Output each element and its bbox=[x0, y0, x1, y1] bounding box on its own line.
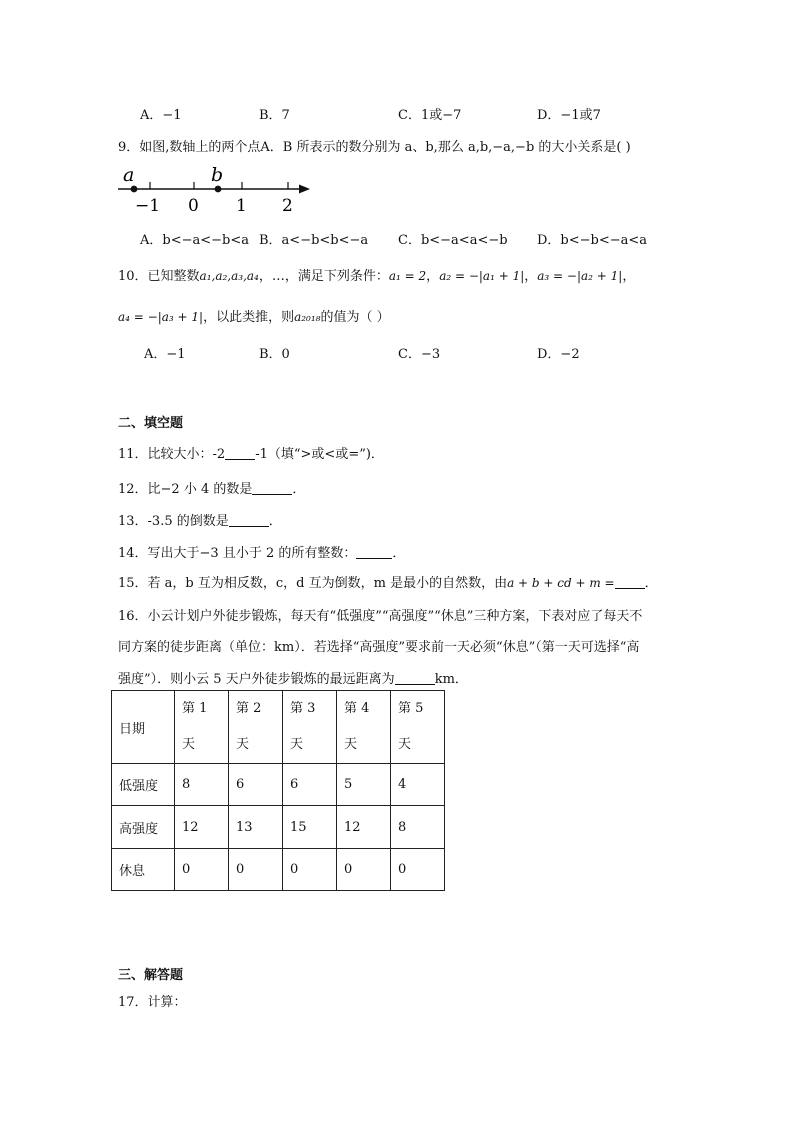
table-corner-cell: 日期 bbox=[112, 691, 175, 764]
q17-text: 17．计算： bbox=[118, 995, 187, 1010]
q14 bbox=[118, 542, 405, 561]
row-label-high: 高强度 bbox=[112, 806, 175, 849]
q12-before: 12．比−2 小 4 的数是 bbox=[118, 482, 253, 497]
point-b-label: b bbox=[211, 164, 224, 186]
q10-target: a₂₀₁₈ bbox=[294, 310, 321, 324]
table-cell: 8 bbox=[175, 764, 229, 806]
q10-option-a: A．−1 bbox=[144, 347, 186, 362]
q9-text: 9．如图,数轴上的两个点A．B 所表示的数分别为 a、b,那么 a,b,−a,−b 的大小关系是( ) bbox=[118, 140, 631, 155]
q14-blank[interactable] bbox=[356, 546, 392, 559]
day-3-line2: 天 bbox=[290, 737, 304, 752]
day-2-line2: 天 bbox=[236, 737, 250, 752]
q11-blank[interactable] bbox=[225, 447, 255, 460]
q14-after: ． bbox=[392, 546, 406, 561]
training-distance-table bbox=[111, 690, 445, 891]
section-3-title: 三、解答题 bbox=[118, 968, 184, 983]
q15-blank[interactable] bbox=[615, 576, 645, 589]
q12-blank[interactable] bbox=[252, 482, 292, 495]
q11-after: -1（填“>或<或=”)． bbox=[255, 447, 384, 462]
q8-option-c: C．1或−7 bbox=[398, 108, 462, 123]
q10-option-c: C．−3 bbox=[398, 347, 441, 362]
day-5-line1: 第 5 bbox=[398, 701, 424, 716]
row-label-low: 低强度 bbox=[112, 764, 175, 806]
point-a-label: a bbox=[123, 164, 135, 186]
q10-cond-a1: a₁ = 2 bbox=[388, 269, 427, 283]
q10-cond-a2: a₂ = −|a₁ + 1| bbox=[439, 269, 525, 283]
point-b bbox=[215, 186, 222, 193]
q10-ask: 的值为（ ） bbox=[320, 310, 390, 325]
tick-label-0: 0 bbox=[188, 196, 199, 216]
q10-cond-a3: a₃ = −|a₂ + 1| bbox=[537, 269, 623, 283]
q10-intro: 10．已知整数 bbox=[118, 269, 200, 284]
tick-label-1: 1 bbox=[236, 196, 247, 216]
table-cell: 8 bbox=[391, 806, 445, 849]
q9-option-b: B．a<−b<b<−a bbox=[259, 233, 369, 248]
table-cell: 15 bbox=[283, 806, 337, 849]
q14-before: 14．写出大于−3 且小于 2 的所有整数： bbox=[118, 546, 357, 561]
number-line-arrow bbox=[299, 185, 310, 194]
q11-before: 11．比较大小：-2 bbox=[118, 447, 226, 462]
q8-option-b: B．7 bbox=[259, 108, 290, 123]
q9-option-a: A．b<−a<−b<a bbox=[140, 233, 249, 248]
q10-line2 bbox=[118, 306, 390, 325]
section-2-title: 二、填空题 bbox=[118, 416, 184, 431]
q11 bbox=[118, 443, 384, 462]
table-row bbox=[112, 849, 445, 891]
table-day-2 bbox=[229, 691, 283, 764]
table-cell: 5 bbox=[337, 764, 391, 806]
q16-line1: 16．小云计划户外徒步锻炼，每天有“低强度”“高强度”“休息”三种方案，下表对应了每天不 bbox=[118, 609, 643, 624]
q13 bbox=[118, 510, 282, 529]
q13-blank[interactable] bbox=[229, 514, 269, 527]
table-day-5 bbox=[391, 691, 445, 764]
day-4-line2: 天 bbox=[344, 737, 358, 752]
q10-option-d: D．−2 bbox=[537, 347, 580, 362]
q10-continue: ，以此类推，则 bbox=[203, 310, 295, 325]
q10-condition-intro: ，…，满足下列条件： bbox=[258, 269, 389, 284]
table-cell: 0 bbox=[283, 849, 337, 891]
number-line-figure bbox=[112, 162, 322, 218]
q8-option-d: D．−1或7 bbox=[537, 108, 601, 123]
tick-label-2: 2 bbox=[282, 196, 293, 216]
row-label-rest: 休息 bbox=[112, 849, 175, 891]
table-cell: 6 bbox=[283, 764, 337, 806]
q15-after: ． bbox=[644, 576, 658, 591]
q16-line3-before: 强度”）．则小云 5 天户外徒步锻炼的最远距离为 bbox=[118, 672, 395, 687]
q15-expression: a + b + cd + m = bbox=[507, 576, 615, 590]
day-4-line1: 第 4 bbox=[344, 701, 370, 716]
q16-line3-after: km． bbox=[434, 672, 468, 687]
day-3-line1: 第 3 bbox=[290, 701, 316, 716]
q16-blank[interactable] bbox=[395, 672, 435, 685]
table-cell: 0 bbox=[175, 849, 229, 891]
q10-line1: 10．已知整数a₁,a₂,a₃,a₄，…，满足下列条件：a₁ = 2，a₂ = −|a₁ + 1|，a₃ = −|a₂ + 1|， bbox=[118, 269, 636, 284]
point-a bbox=[131, 186, 138, 193]
q16-line2: 同方案的徒步距离（单位：km）．若选择“高强度”要求前一天必须“休息”（第一天可选择“高 bbox=[118, 640, 640, 655]
table-day-4 bbox=[337, 691, 391, 764]
q10-option-b: B．0 bbox=[259, 347, 290, 362]
q10-sequence: a₁,a₂,a₃,a₄ bbox=[199, 269, 259, 283]
table-header-row bbox=[112, 691, 445, 764]
table-cell: 0 bbox=[229, 849, 283, 891]
day-1-line1: 第 1 bbox=[182, 701, 208, 716]
tick-label-minus-1: −1 bbox=[135, 196, 161, 216]
table-day-1 bbox=[175, 691, 229, 764]
day-5-line2: 天 bbox=[398, 737, 412, 752]
q16-line3 bbox=[118, 668, 468, 687]
q13-after: ． bbox=[268, 514, 282, 529]
q15 bbox=[118, 572, 658, 591]
day-2-line1: 第 2 bbox=[236, 701, 262, 716]
table-cell: 13 bbox=[229, 806, 283, 849]
table-row bbox=[112, 806, 445, 849]
q13-before: 13．-3.5 的倒数是 bbox=[118, 514, 229, 529]
table-cell: 6 bbox=[229, 764, 283, 806]
q12-after: ． bbox=[292, 482, 306, 497]
day-1-line2: 天 bbox=[182, 737, 196, 752]
q15-before: 15．若 a，b 互为相反数，c，d 互为倒数，m 是最小的自然数，由 bbox=[118, 576, 508, 591]
table-cell: 0 bbox=[391, 849, 445, 891]
q9-option-c: C．b<−a<a<−b bbox=[398, 233, 508, 248]
q9-option-d: D．b<−b<−a<a bbox=[537, 233, 648, 248]
table-day-3 bbox=[283, 691, 337, 764]
q12 bbox=[118, 478, 305, 497]
table-cell: 12 bbox=[175, 806, 229, 849]
table-cell: 12 bbox=[337, 806, 391, 849]
table-cell: 0 bbox=[337, 849, 391, 891]
q8-option-a: A．−1 bbox=[140, 108, 182, 123]
table-row bbox=[112, 764, 445, 806]
q10-cond-a4: a₄ = −|a₃ + 1| bbox=[118, 310, 204, 324]
table-cell: 4 bbox=[391, 764, 445, 806]
